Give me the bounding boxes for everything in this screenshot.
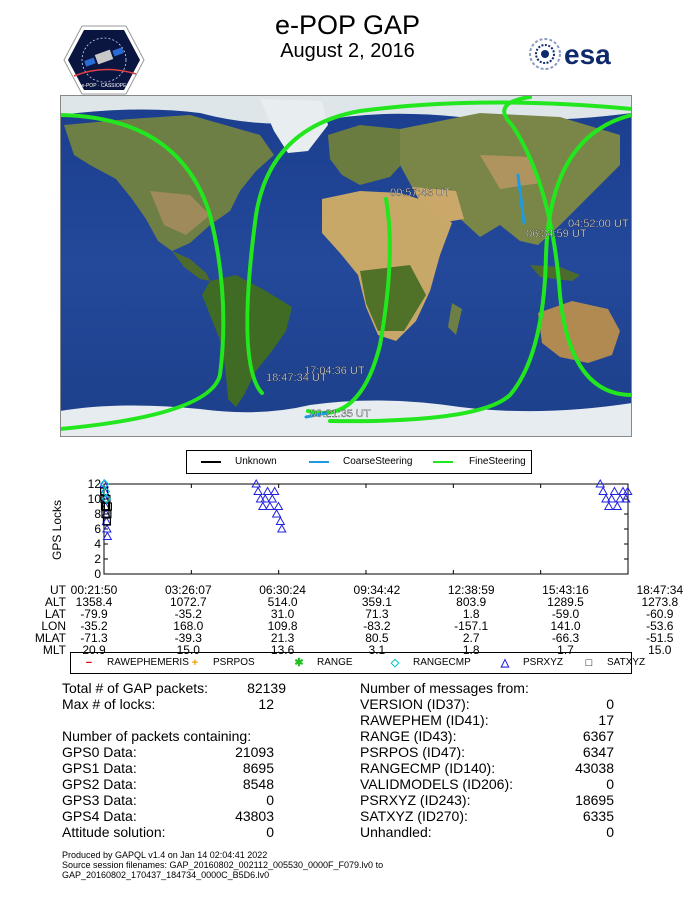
legend-label: CoarseSteering [343, 456, 413, 467]
orbit-cell: -60.9 [646, 607, 674, 621]
orbit-cell: -51.5 [646, 631, 674, 645]
orbit-cell: 15.0 [176, 643, 200, 657]
orbit-cell: 359.1 [361, 595, 392, 609]
y-tick-label: 12 [87, 478, 101, 491]
orbit-cell: 21.3 [270, 631, 295, 645]
orbit-cell: 1289.5 [547, 595, 584, 609]
message-count-label: Unhandled: [360, 824, 432, 840]
y-tick-label: 8 [94, 507, 101, 521]
map-label: 00:57:43 UT [390, 187, 451, 199]
legend-marker-satxyz-icon: □ [585, 657, 593, 669]
y-tick-label: 0 [94, 567, 101, 581]
legend-label: RANGE [317, 657, 353, 668]
legend-label: SATXYZ [607, 657, 646, 668]
legend-label: Unknown [235, 456, 277, 467]
message-count-value: 43038 [575, 760, 614, 776]
orbit-cell: 20.9 [82, 643, 106, 657]
message-count-value: 0 [606, 696, 614, 712]
orbit-cell: 803.9 [456, 595, 487, 609]
chart-marks [100, 480, 632, 540]
max-locks-value: 12 [258, 696, 274, 712]
message-count-value: 6367 [582, 728, 614, 744]
orbit-cell: -35.2 [174, 607, 202, 621]
orbit-cell: 13.6 [270, 643, 295, 657]
message-count-label: RANGE (ID43): [360, 728, 457, 744]
map-label: 04:52:00 UT [568, 218, 629, 230]
orbit-cell: 1358.4 [75, 595, 113, 609]
packet-count-label: Attitude solution: [62, 824, 166, 840]
messages-heading: Number of messages from: [360, 680, 529, 696]
orbit-cell: 12:38:59 [447, 583, 495, 597]
esa-logo [528, 36, 638, 72]
message-count-label: SATXYZ (ID270): [360, 808, 468, 824]
packet-count-value: 0 [266, 824, 274, 840]
point-psrxyz [613, 503, 621, 510]
orbit-cell: 1.8 [462, 643, 480, 657]
gps-locks-chart [0, 478, 695, 588]
message-count-label: RAWEPHEM (ID41): [360, 712, 489, 728]
legend-label: RAWEPHEMERIS [107, 657, 189, 668]
orbit-row-label: MLT [42, 643, 66, 657]
map-label: 00:21:35 UT [310, 408, 371, 420]
orbit-cell: -71.3 [80, 631, 108, 645]
footer-source-cont: GAP_20160802_170437_184734_0000C_B5D6.lv0 [62, 870, 270, 880]
y-tick-label: 4 [94, 537, 101, 551]
message-count-value: 6347 [582, 744, 614, 760]
orbit-cell: -157.1 [454, 619, 489, 633]
orbit-cell: 1.7 [557, 643, 574, 657]
legend-marker-psrxyz-icon: △ [500, 657, 510, 669]
orbit-cell: -83.2 [363, 619, 391, 633]
point-psrxyz [605, 503, 613, 510]
orbit-cell: 2.7 [462, 631, 480, 645]
orbit-cell: 514.0 [267, 595, 298, 609]
page-date: August 2, 2016 [280, 40, 415, 62]
legend-label: PSRPOS [213, 657, 255, 668]
map-label: 06:34:59 UT [526, 228, 587, 240]
point-psrxyz [268, 495, 276, 502]
orbit-cell: 31.0 [270, 607, 295, 621]
packet-count-value: 0 [266, 792, 274, 808]
orbit-cell: 71.3 [365, 607, 389, 621]
message-count-value: 0 [606, 824, 614, 840]
point-psrxyz [259, 503, 267, 510]
orbit-cell: -59.0 [551, 607, 580, 621]
orbit-row-label: ALT [44, 595, 66, 609]
packet-count-value: 8695 [242, 760, 274, 776]
total-packets-value: 82139 [247, 680, 286, 696]
message-count-label: PSRXYZ (ID243): [360, 792, 471, 808]
orbit-cell: -35.2 [80, 619, 108, 633]
max-locks-label: Max # of locks: [62, 696, 156, 712]
orbit-cell: 15:43:16 [542, 583, 589, 597]
point-psrxyz [610, 488, 618, 495]
orbit-cell: 1072.7 [169, 595, 207, 609]
orbit-cell: 00:21:50 [70, 583, 118, 597]
packet-count-label: GPS4 Data: [62, 808, 137, 824]
message-count-value: 17 [598, 712, 614, 728]
message-count-value: 18695 [575, 792, 614, 808]
legend-marker-range-icon: ✱ [294, 657, 304, 669]
trajectory-legend [186, 450, 532, 474]
legend-marker-psrpos-icon: + [191, 657, 199, 669]
orbit-cell: 109.8 [267, 619, 298, 633]
message-count-value: 0 [606, 776, 614, 792]
orbit-row-label: UT [50, 583, 66, 597]
packet-count-value: 8548 [242, 776, 274, 792]
point-psrxyz [264, 488, 272, 495]
message-count-label: PSRPOS (ID47): [360, 744, 466, 760]
orbit-row-label: LON [41, 619, 66, 633]
orbit-cell: 168.0 [173, 619, 204, 633]
point-psrxyz [271, 488, 279, 495]
y-tick-label: 10 [87, 492, 101, 506]
y-tick-label: 6 [94, 522, 101, 536]
y-axis-label: GPS Locks [50, 499, 64, 561]
packet-count-label: GPS2 Data: [62, 776, 137, 792]
orbit-cell: -39.3 [174, 631, 202, 645]
plot-frame [104, 484, 628, 574]
legend-swatch-unknown [201, 461, 221, 463]
total-packets-label: Total # of GAP packets: [62, 680, 209, 696]
point-psrxyz [103, 533, 111, 540]
point-psrxyz [266, 503, 274, 510]
orbit-cell: 3.1 [368, 643, 386, 657]
orbit-cell: 06:30:24 [259, 583, 306, 597]
point-psrxyz [254, 488, 262, 495]
ground-track-map [60, 95, 632, 437]
orbit-row-label: MLAT [34, 631, 66, 645]
footer-source: Source session filenames: GAP_20160802_002112_005530_0000F_F079.lv0 to [62, 860, 384, 870]
legend-marker-rangecmp-icon: ◇ [390, 657, 400, 669]
y-tick-label: 2 [94, 552, 101, 566]
esa-wordmark: esa [564, 39, 611, 70]
map-label: 18:47:34 UT [266, 372, 327, 384]
orbit-cell: 141.0 [550, 619, 581, 633]
epop-mission-logo [62, 24, 146, 96]
point-psrxyz [599, 488, 607, 495]
legend-label: RANGECMP [413, 657, 471, 668]
orbit-cell: 18:47:34 [636, 583, 684, 597]
packet-count-value: 21093 [235, 744, 274, 760]
packet-count-value: 43803 [235, 808, 274, 824]
message-count-label: RANGECMP (ID140): [360, 760, 496, 776]
packets-heading: Number of packets containing: [62, 728, 252, 744]
mission-logo-text: e-POP · CASSIOPE [81, 83, 127, 89]
packet-count-label: GPS0 Data: [62, 744, 137, 760]
message-count-label: VERSION (ID37): [360, 696, 470, 712]
orbit-cell: 09:34:42 [353, 583, 401, 597]
orbit-cell: 15.0 [648, 643, 672, 657]
page-title: e-POP GAP [274, 10, 421, 40]
legend-label: FineSteering [469, 456, 526, 467]
point-psrxyz [276, 518, 284, 525]
point-psrxyz [278, 525, 286, 532]
orbit-cell: -66.3 [551, 631, 580, 645]
orbit-cell: -79.9 [80, 607, 108, 621]
orbit-cell: 1273.8 [641, 595, 679, 609]
footer-produced: Produced by GAPQL v1.4 on Jan 14 02:04:41 2022 [62, 850, 268, 860]
legend-swatch-fine [433, 461, 453, 463]
orbit-cell: 1.8 [462, 607, 480, 621]
map-label: 17:04:36 UT [304, 365, 365, 377]
orbit-row-label: LAT [44, 607, 66, 621]
orbit-cell: 03:26:07 [164, 583, 212, 597]
legend-swatch-coarse [309, 461, 329, 463]
footer [62, 850, 383, 880]
legend-marker-rawephemeris-icon: − [85, 657, 93, 669]
chart-axes [88, 478, 628, 581]
point-psrxyz [274, 503, 282, 510]
packet-count-label: GPS3 Data: [62, 792, 137, 808]
packet-count-label: GPS1 Data: [62, 760, 137, 776]
message-count-label: VALIDMODELS (ID206): [360, 776, 514, 792]
orbit-cell: -53.6 [646, 619, 674, 633]
orbit-cell: 80.5 [365, 631, 389, 645]
message-count-value: 6335 [582, 808, 614, 824]
message-type-legend [70, 652, 646, 674]
point-psrxyz [273, 510, 281, 517]
legend-label: PSRXYZ [523, 657, 564, 668]
